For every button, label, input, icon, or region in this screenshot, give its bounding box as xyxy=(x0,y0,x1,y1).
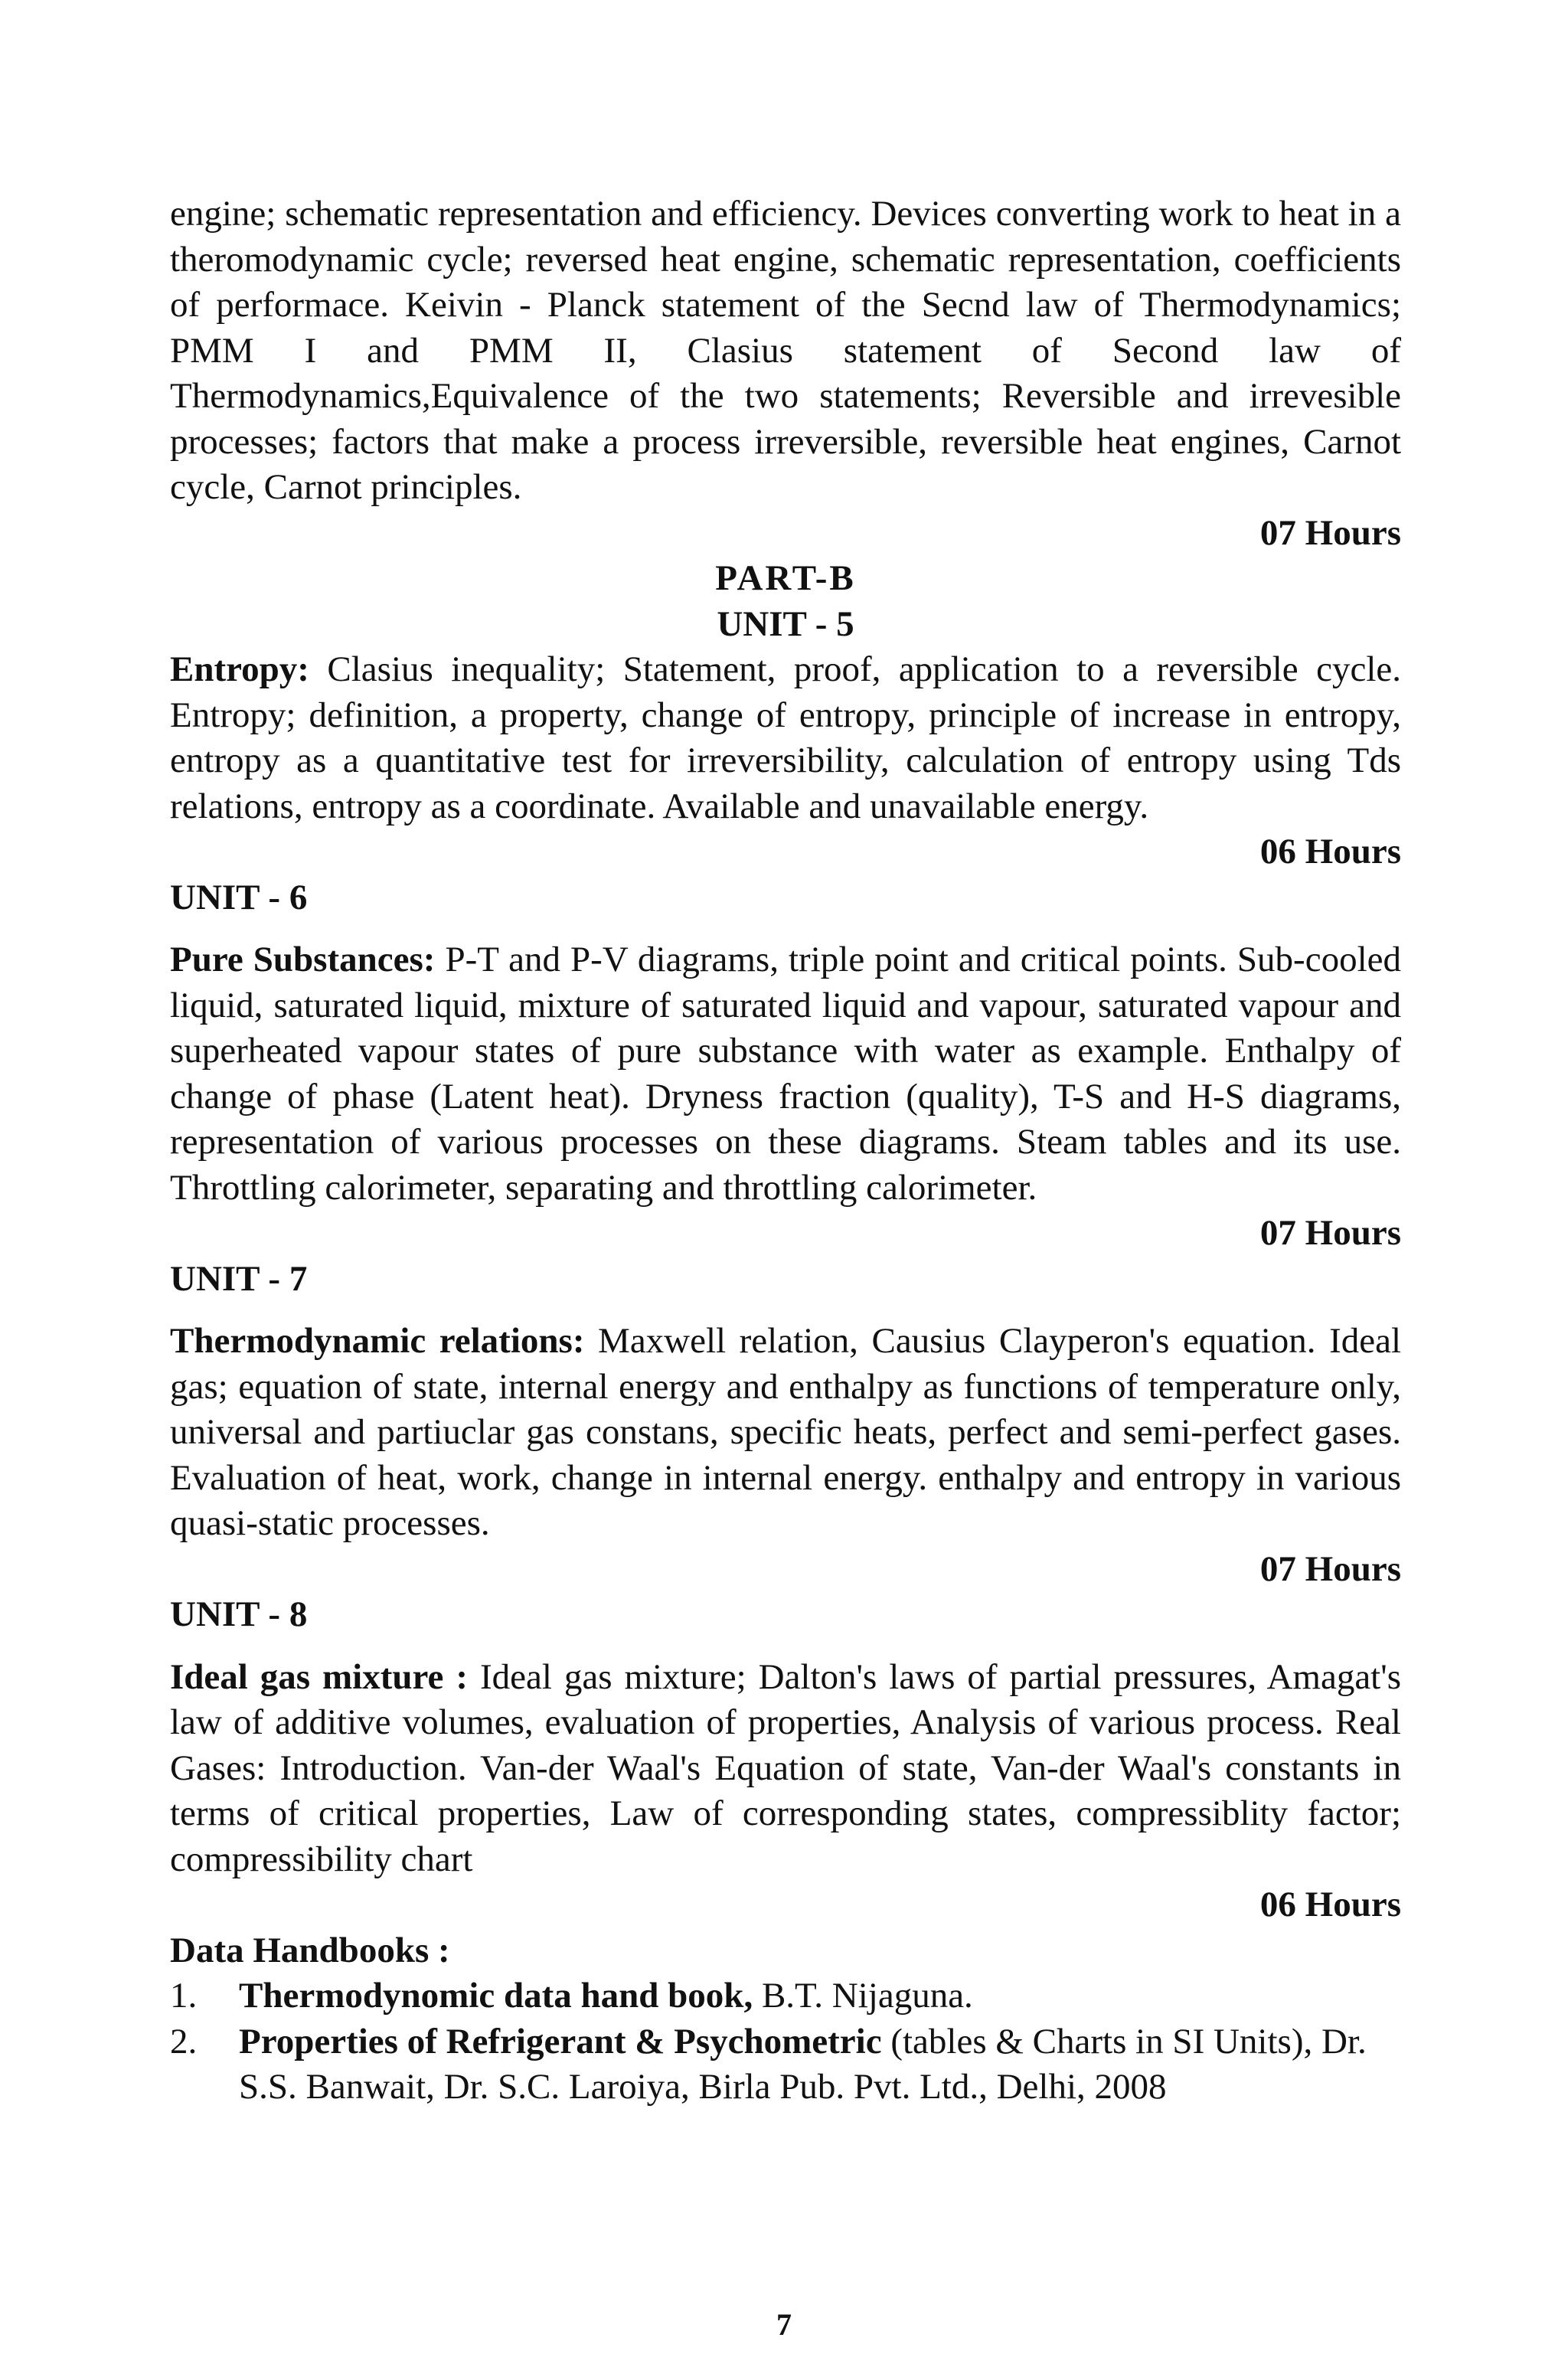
unit6-text: P-T and P-V diagrams, triple point and critical points. Sub-cooled liquid, saturated liquid, mixture of saturated liquid and vapour, saturated vapour and superheated vapour states of pure substance with water as example. Enthalpy of change of phase (Latent heat). Dryness fraction (quality), T-S and H-S diagrams, representation of various processes on these diagrams. Steam tables and its use. Throttling calorimeter, separating and throttling calorimeter. xyxy=(170,940,1401,1208)
handbook-title: Thermodynomic data hand book, xyxy=(239,1976,753,2016)
part-heading: PART-B xyxy=(715,558,856,598)
unit7-text: Maxwell relation, Causius Clayperon's equation. Ideal gas; equation of state, internal energy and enthalpy as functions of temperature only, universal and partiuclar gas constans, specific heats, perfect and semi-perfect gases. Evaluation of heat, work, change in internal energy. enthalpy and entropy in various quasi-static processes. xyxy=(170,1321,1401,1543)
unit6-hours: 07 Hours xyxy=(1259,1213,1401,1253)
unit5-term: Entropy: xyxy=(170,649,309,689)
unit8-term: Ideal gas mixture : xyxy=(170,1656,469,1697)
handbook-details: (tables & Charts in SI Units), Dr. S.S. Banwait, Dr. S.C. Laroiya, Birla Pub. Pvt. Ltd., Delhi, 2008 xyxy=(239,2021,1367,2107)
page-number: 7 xyxy=(776,2307,792,2342)
unit8-paragraph xyxy=(170,1655,1401,1883)
unit8-text: Ideal gas mixture; Dalton's laws of partial pressures, Amagat's law of additive volumes, evaluation of properties, Analysis of various process. Real Gases: Introduction. Van-der Waal's Equation of state, Van-der Waal's constants in terms of critical properties, Law of corresponding states, compressiblity factor; compressibility chart xyxy=(170,1656,1401,1879)
unit7-heading: UNIT - 7 xyxy=(170,1258,308,1299)
handbooks-list xyxy=(170,1973,1401,2110)
document-page xyxy=(170,191,1401,2110)
handbook-number: 2. xyxy=(170,2021,198,2061)
handbook-details: B.T. Nijaguna. xyxy=(753,1976,973,2016)
unit6-heading: UNIT - 6 xyxy=(170,877,308,917)
handbook-number: 1. xyxy=(170,1976,198,2016)
handbooks-title: Data Handbooks : xyxy=(170,1930,450,1970)
unit7-hours: 07 Hours xyxy=(1259,1548,1401,1589)
unit8-heading: UNIT - 8 xyxy=(170,1594,308,1634)
intro-hours: 07 Hours xyxy=(1259,512,1401,553)
unit5-heading: UNIT - 5 xyxy=(717,603,854,644)
unit8-hours: 06 Hours xyxy=(1259,1885,1401,1924)
intro-paragraph: engine; schematic representation and efficiency. Devices converting work to heat in a theromodynamic cycle; reversed heat engine, schematic representation, coefficients of performace. Keivin - Planck statement of the Secnd law of Thermodynamics; PMM I and PMM II, Clasius statement of Second law of Thermodynamics,Equivalence of the two statements; Reversible and irrevesible processes; factors that make a process irreversible, reversible heat engines, Carnot cycle, Carnot principles. xyxy=(170,194,1401,507)
handbook-title: Properties of Refrigerant & Psychometric xyxy=(239,2021,882,2061)
unit5-paragraph xyxy=(170,647,1401,829)
unit5-text: Clasius inequality; Statement, proof, application to a reversible cycle. Entropy; definition, a property, change of entropy, principle of increase in entropy, entropy as a quantitative test for irreversibility, calculation of entropy using Tds relations, entropy as a coordinate. Available and unavailable energy. xyxy=(170,649,1401,826)
unit6-term: Pure Substances: xyxy=(170,940,436,979)
unit7-paragraph xyxy=(170,1319,1401,1547)
unit7-term: Thermodynamic relations: xyxy=(170,1321,585,1361)
unit5-hours: 06 Hours xyxy=(1259,832,1401,871)
unit6-paragraph xyxy=(170,937,1401,1211)
handbook-item xyxy=(170,1973,1401,2019)
handbook-item xyxy=(170,2019,1401,2110)
